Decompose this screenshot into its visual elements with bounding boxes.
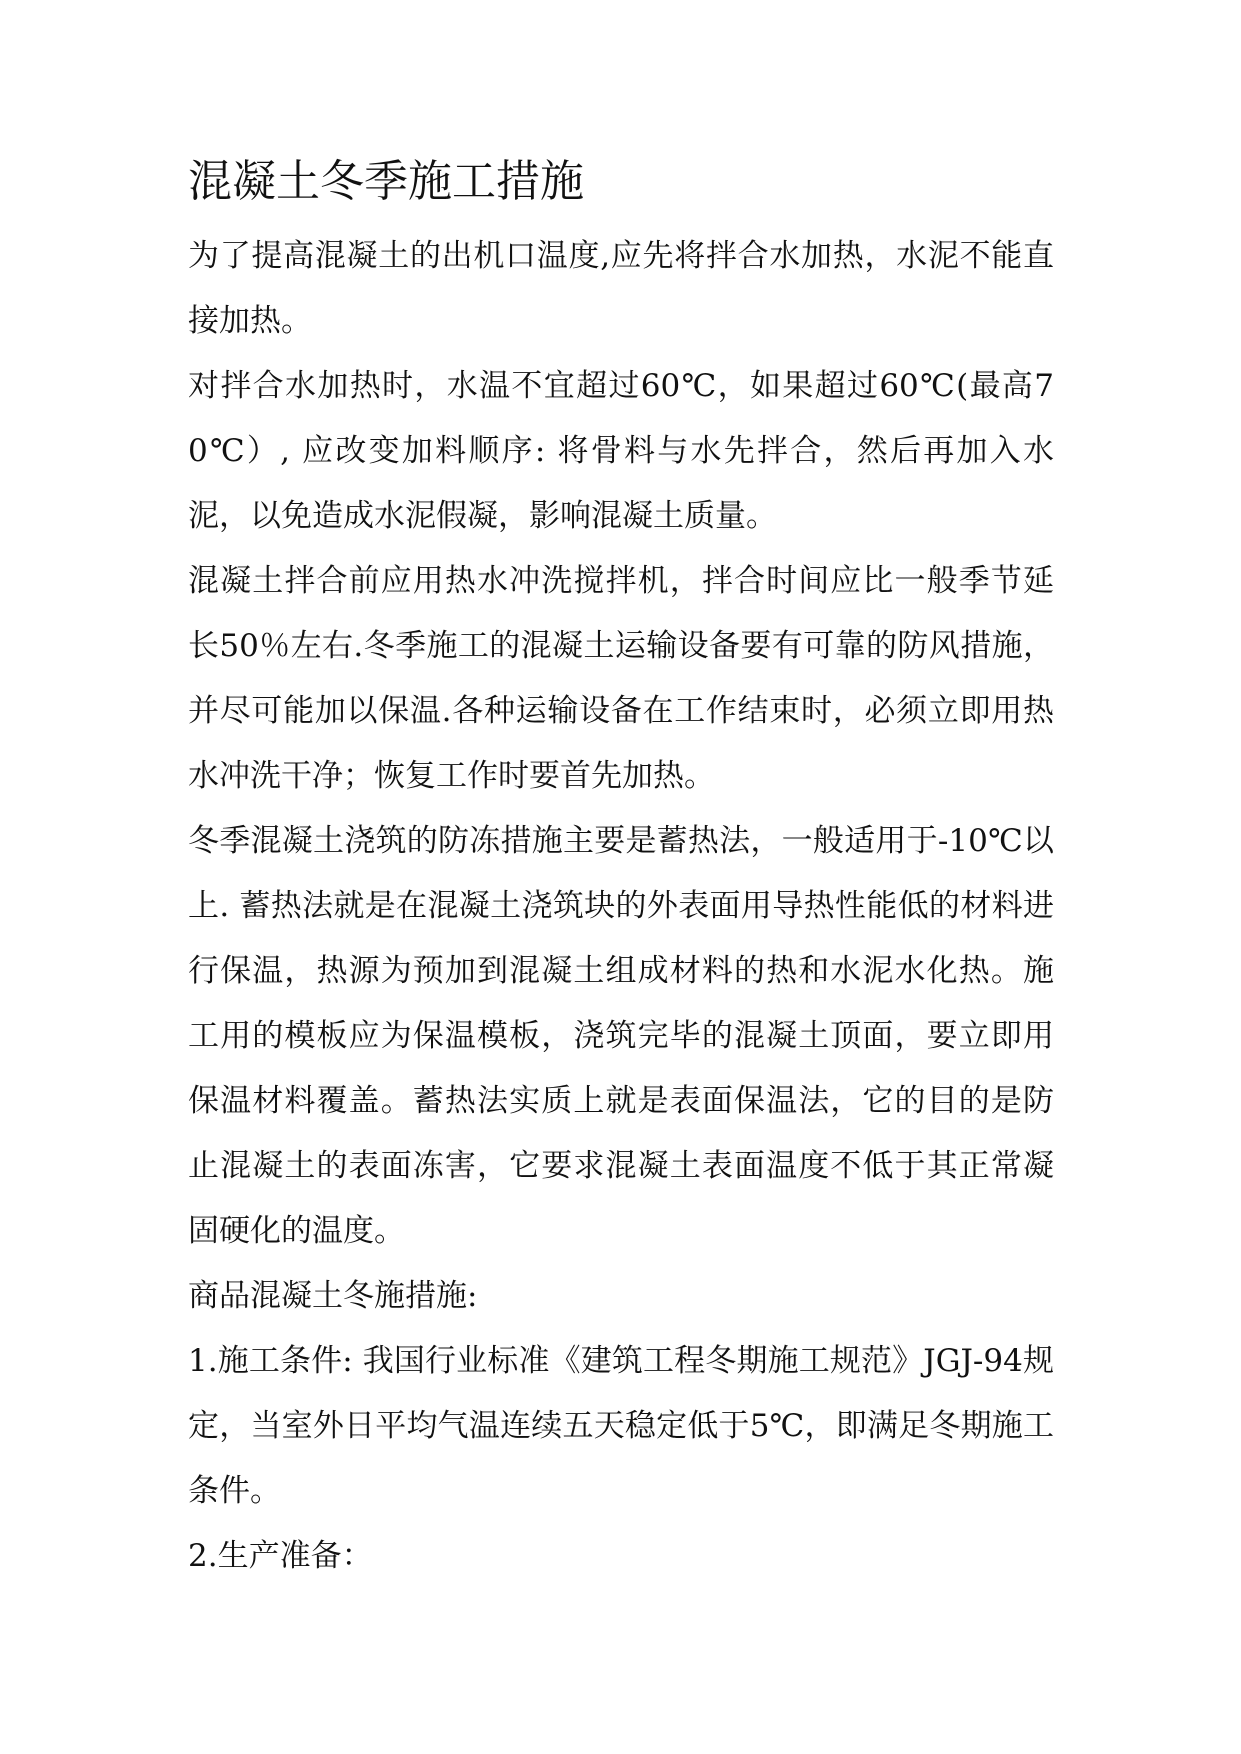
paragraph-mixer-cleaning: 混凝土拌合前应用热水冲洗搅拌机，拌合时间应比一般季节延长50％左右.冬季施工的混凝土运输设备要有可靠的防风措施，并尽可能加以保温.各种运输设备在工作结束时，必须立即用热水冲洗干净；恢复工作时要首先加热。 (188, 563, 1054, 794)
document-title: 混凝土冬季施工措施 (188, 156, 584, 207)
paragraph-commercial-concrete-heading: 商品混凝土冬施措施: (188, 1278, 478, 1314)
paragraph-heating-water: 为了提高混凝土的出机口温度,应先将拌合水加热，水泥不能直接加热。 (188, 238, 1054, 339)
paragraph-water-temperature: 对拌合水加热时，水温不宜超过60℃，如果超过60℃(最高70℃）, 应改变加料顺序: 将骨料与水先拌合，然后再加入水泥，以免造成水泥假凝，影响混凝土质量。 (188, 368, 1054, 534)
document-page (188, 150, 1054, 1589)
paragraph-production-preparation: 2.生产准备： (188, 1538, 373, 1574)
paragraph-construction-conditions: 1.施工条件: 我国行业标准《建筑工程冬期施工规范》JGJ-94规定，当室外日平均气温连续五天稳定低于5℃，即满足冬期施工条件。 (188, 1343, 1054, 1509)
paragraph-heat-storage-method: 冬季混凝土浇筑的防冻措施主要是蓄热法，一般适用于-10℃以上. 蓄热法就是在混凝土浇筑块的外表面用导热性能低的材料进行保温，热源为预加到混凝土组成材料的热和水泥水化热。施工用的模板应为保温模板，浇筑完毕的混凝土顶面，要立即用保温材料覆盖。蓄热法实质上就是表面保温法，它的目的是防止混凝土的表面冻害，它要求混凝土表面温度不低于其正常凝固硬化的温度。 (188, 823, 1054, 1249)
